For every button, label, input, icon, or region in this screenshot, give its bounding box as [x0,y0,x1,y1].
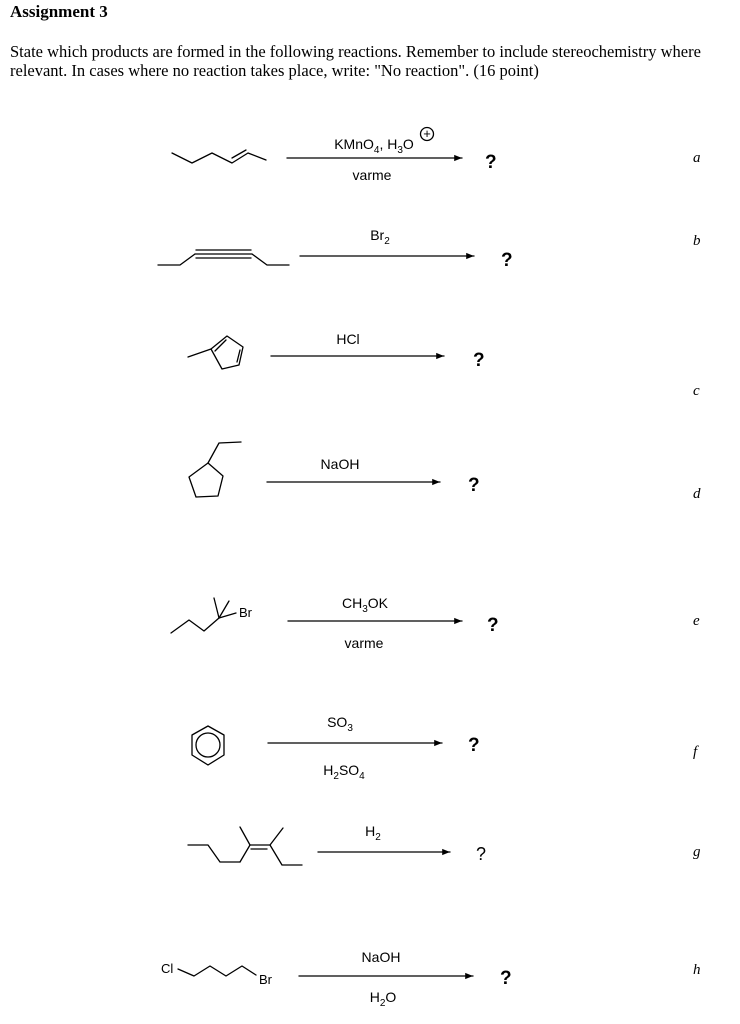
molecule-a [172,150,266,163]
product-h: ? [500,968,512,989]
item-letter-a: a [693,150,701,166]
atom-label-cl-h: Cl [161,961,174,976]
product-f: ? [468,735,480,756]
reagent-e: $CH_3OK$ [341,595,389,615]
molecule-d [189,442,241,497]
molecule-h [178,966,256,976]
reagent-c: HCl [336,331,360,347]
product-c: ? [473,350,485,371]
molecule-e [171,598,236,633]
product-b: ? [501,250,513,271]
reagent-d: NaOH [320,456,360,472]
positive-charge-sign: + [423,126,431,141]
instructions: State which products are formed in the following reactions. Remember to include stereochemistry where relevant. In cases where no reaction takes place, write: "No reaction". (16 point) [10,42,701,80]
product-a: ? [485,152,497,173]
item-letter-f: f [693,744,698,760]
product-d: ? [468,475,480,496]
molecule-g [188,827,302,865]
molecule-f [192,726,224,765]
conditions-h: $H_2O$ [369,989,397,1009]
item-letter-e: e [693,613,700,629]
reagent-a: KMnO$_4$, $H_3O$ [334,136,414,156]
product-g: ? [476,844,487,864]
reagent-b: $Br_2$ [370,227,390,247]
reagent-g: $H_2$ [365,823,381,843]
molecule-c [188,336,243,369]
item-letter-b: b [693,233,701,249]
conditions-e: varme [344,635,384,651]
reagent-f: $SO_3$ [327,714,353,734]
conditions-f: $H_2SO_4$ [323,762,365,782]
item-letter-d: d [693,486,701,502]
product-e: ? [487,615,499,636]
atom-label-br-h: Br [259,972,272,987]
item-letter-g: g [693,844,701,860]
molecule-b [158,250,289,265]
assignment-title: Assignment 3 [10,2,108,21]
item-letter-c: c [693,383,700,399]
atom-label-br-e: Br [239,605,252,620]
item-letter-h: h [693,962,701,978]
conditions-a: varme [352,167,392,183]
reagent-h: NaOH [361,949,401,965]
